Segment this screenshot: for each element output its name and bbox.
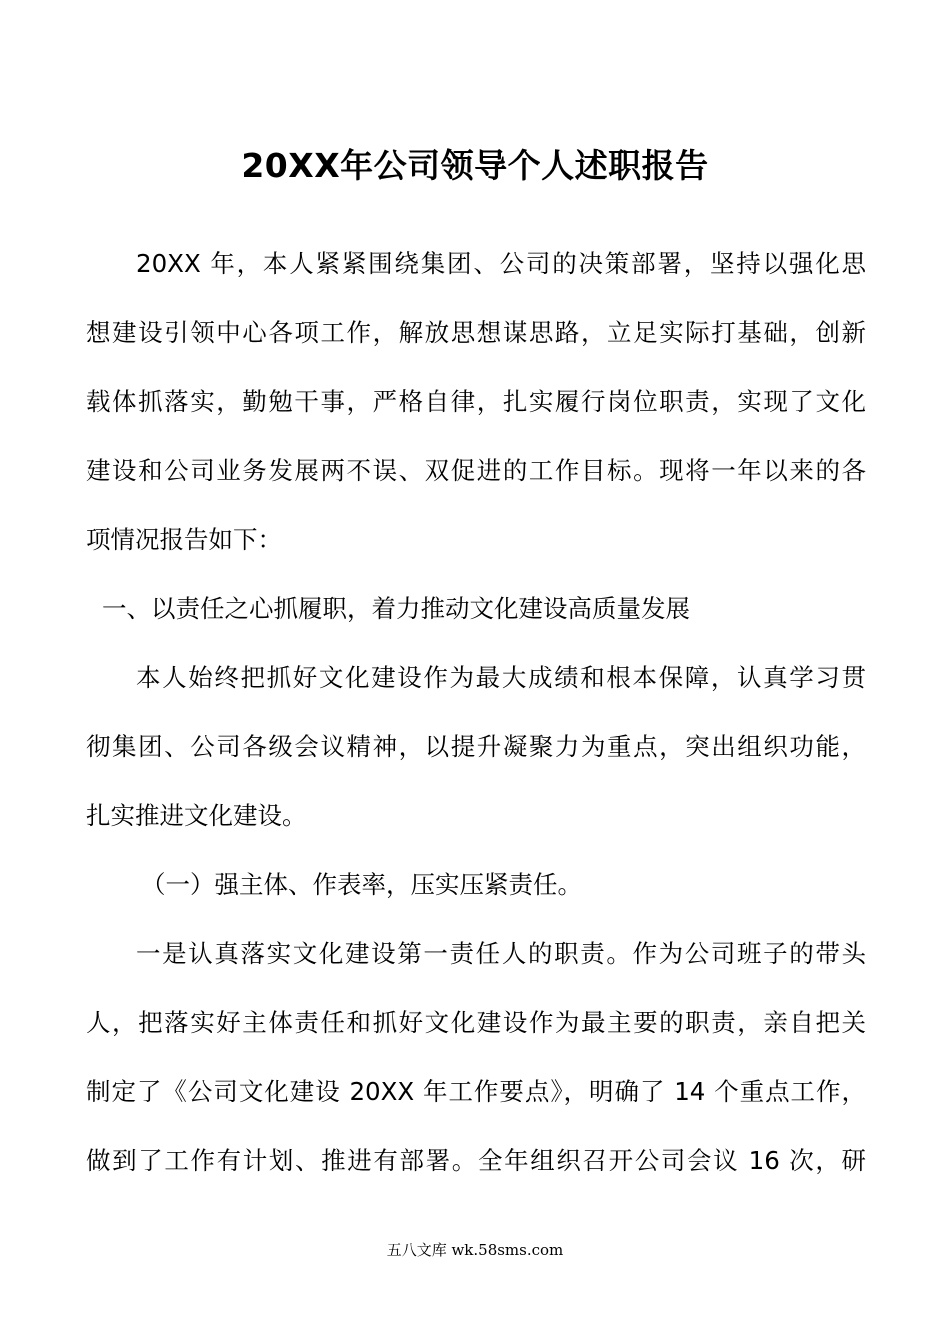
paragraph-line: 做到了工作有计划、推进有部署。全年组织召开公司会议 16 次，研 xyxy=(86,1146,866,1175)
paragraph-line: 想建设引领中心各项工作，解放思想谋思路，立足实际打基础，创新 xyxy=(86,318,866,347)
section-heading: 一、以责任之心抓履职，着力推动文化建设高质量发展 xyxy=(102,594,690,623)
subsection-heading: （一）强主体、作表率，压实压紧责任。 xyxy=(141,870,582,899)
paragraph-line: 制定了《公司文化建设 20XX 年工作要点》，明确了 14 个重点工作， xyxy=(86,1077,866,1106)
paragraph-line: 建设和公司业务发展两不误、双促进的工作目标。现将一年以来的各 xyxy=(86,456,866,485)
paragraph-line: 项情况报告如下： xyxy=(86,525,282,554)
paragraph-line: 扎实推进文化建设。 xyxy=(86,801,307,830)
footer-watermark: 五八文库 wk.58sms.com xyxy=(386,1241,564,1259)
paragraph-line: 人，把落实好主体责任和抓好文化建设作为最主要的职责，亲自把关 xyxy=(86,1008,866,1037)
paragraph-line: 20XX 年，本人紧紧围绕集团、公司的决策部署，坚持以强化思 xyxy=(136,249,866,278)
paragraph-line: 一是认真落实文化建设第一责任人的职责。作为公司班子的带头 xyxy=(136,939,866,968)
paragraph-line: 载体抓落实，勤勉干事，严格自律，扎实履行岗位职责，实现了文化 xyxy=(86,387,866,416)
document-title: 20XX年公司领导个人述职报告 xyxy=(241,146,709,185)
paragraph-line: 本人始终把抓好文化建设作为最大成绩和根本保障，认真学习贯 xyxy=(136,663,866,692)
paragraph-line: 彻集团、公司各级会议精神，以提升凝聚力为重点，突出组织功能， xyxy=(86,732,866,761)
